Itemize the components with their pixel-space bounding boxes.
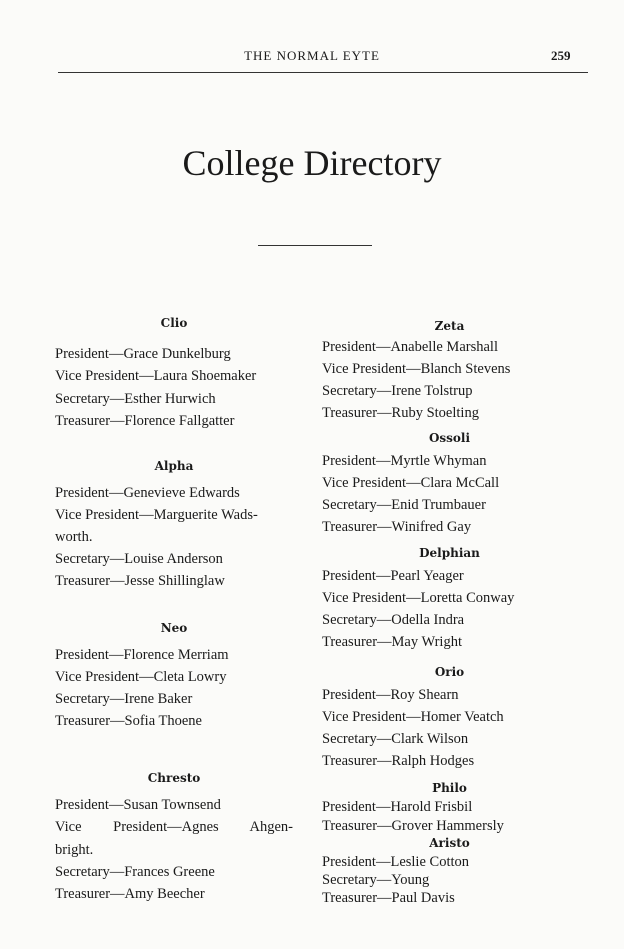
officer-line: Secretary—Louise Anderson — [55, 551, 223, 567]
society-name: Zeta — [434, 319, 465, 333]
officer-line: Treasurer—Florence Fallgatter — [55, 412, 235, 429]
officer-line: President—Leslie Cotton — [322, 854, 469, 870]
officer-line: President—Florence Merriam — [55, 647, 229, 663]
page-number: 259 — [551, 48, 571, 63]
officer-line: President—Grace Dunkelburg — [55, 346, 231, 362]
officer-line: Secretary—Enid Trumbauer — [322, 497, 486, 513]
officer-line: President—Genevieve Edwards — [55, 485, 240, 501]
officer-line: Treasurer—Winifred Gay — [322, 519, 472, 535]
officer-line: Secretary—Odella Indra — [322, 612, 465, 628]
society-name: Philo — [432, 781, 467, 795]
officer-line: Treasurer—Paul Davis — [322, 890, 455, 906]
officer-line: Vice President—Clara McCall — [322, 475, 500, 491]
officer-line: Vice President—Agnes Ahgen- — [55, 819, 293, 836]
officer-line: bright. — [55, 841, 94, 858]
officer-line: Secretary—Irene Tolstrup — [322, 383, 473, 399]
officer-line: Vice President—Blanch Stevens — [322, 361, 511, 377]
officer-line: Treasurer—Ruby Stoelting — [322, 405, 479, 421]
society-aristo — [322, 833, 577, 907]
society-neo — [55, 618, 293, 732]
officer-line: Treasurer—Ralph Hodges — [322, 753, 475, 769]
officer-line: Vice President—Marguerite Wads- — [55, 507, 258, 523]
officer-line: Vice President—Cleta Lowry — [55, 669, 227, 685]
society-orio — [322, 662, 577, 772]
officer-line: Treasurer—Sofia Thoene — [55, 713, 202, 729]
society-name: Neo — [160, 621, 188, 635]
officer-line: President—Myrtle Whyman — [322, 453, 487, 469]
officer-line: President—Anabelle Marshall — [322, 339, 498, 355]
officer-line: Treasurer—May Wright — [322, 634, 462, 650]
officer-line: Secretary—Young — [322, 872, 430, 888]
running-header: THE NORMAL EYTE — [244, 48, 380, 63]
officer-line: President—Roy Shearn — [322, 687, 459, 703]
officer-line: Secretary—Esther Hurwich — [55, 390, 216, 407]
officer-line: Secretary—Frances Greene — [55, 863, 215, 880]
officer-line: Treasurer—Amy Beecher — [55, 886, 205, 903]
officer-line: Treasurer—Grover Hammersly — [322, 818, 504, 834]
title-divider — [258, 245, 372, 246]
officer-line: Secretary—Clark Wilson — [322, 731, 469, 747]
officer-line: Vice President—Loretta Conway — [322, 590, 515, 606]
page-title: College Directory — [182, 143, 442, 183]
officer-line: Vice President—Homer Veatch — [322, 709, 504, 725]
society-clio — [55, 313, 293, 432]
officer-line: President—Susan Townsend — [55, 797, 221, 813]
officer-line: President—Harold Frisbil — [322, 799, 473, 815]
society-name: Orio — [434, 665, 465, 679]
society-philo — [322, 778, 577, 836]
society-name: Aristo — [429, 836, 470, 850]
society-delphian — [322, 543, 577, 653]
society-name: Clio — [160, 316, 188, 330]
officer-line: Vice President—Laura Shoemaker — [55, 368, 257, 385]
society-name: Delphian — [419, 546, 480, 560]
society-alpha — [55, 456, 293, 592]
society-ossoli — [322, 428, 577, 538]
officer-line: Treasurer—Jesse Shillinglaw — [55, 573, 225, 589]
officer-line: worth. — [55, 529, 93, 545]
society-chresto — [55, 768, 293, 905]
header-rule — [58, 72, 588, 73]
officer-line: President—Pearl Yeager — [322, 568, 464, 584]
society-name: Chresto — [147, 771, 201, 785]
society-name: Ossoli — [428, 431, 471, 445]
officer-line: Secretary—Irene Baker — [55, 691, 193, 707]
society-name: Alpha — [154, 459, 194, 473]
society-zeta — [322, 316, 577, 424]
